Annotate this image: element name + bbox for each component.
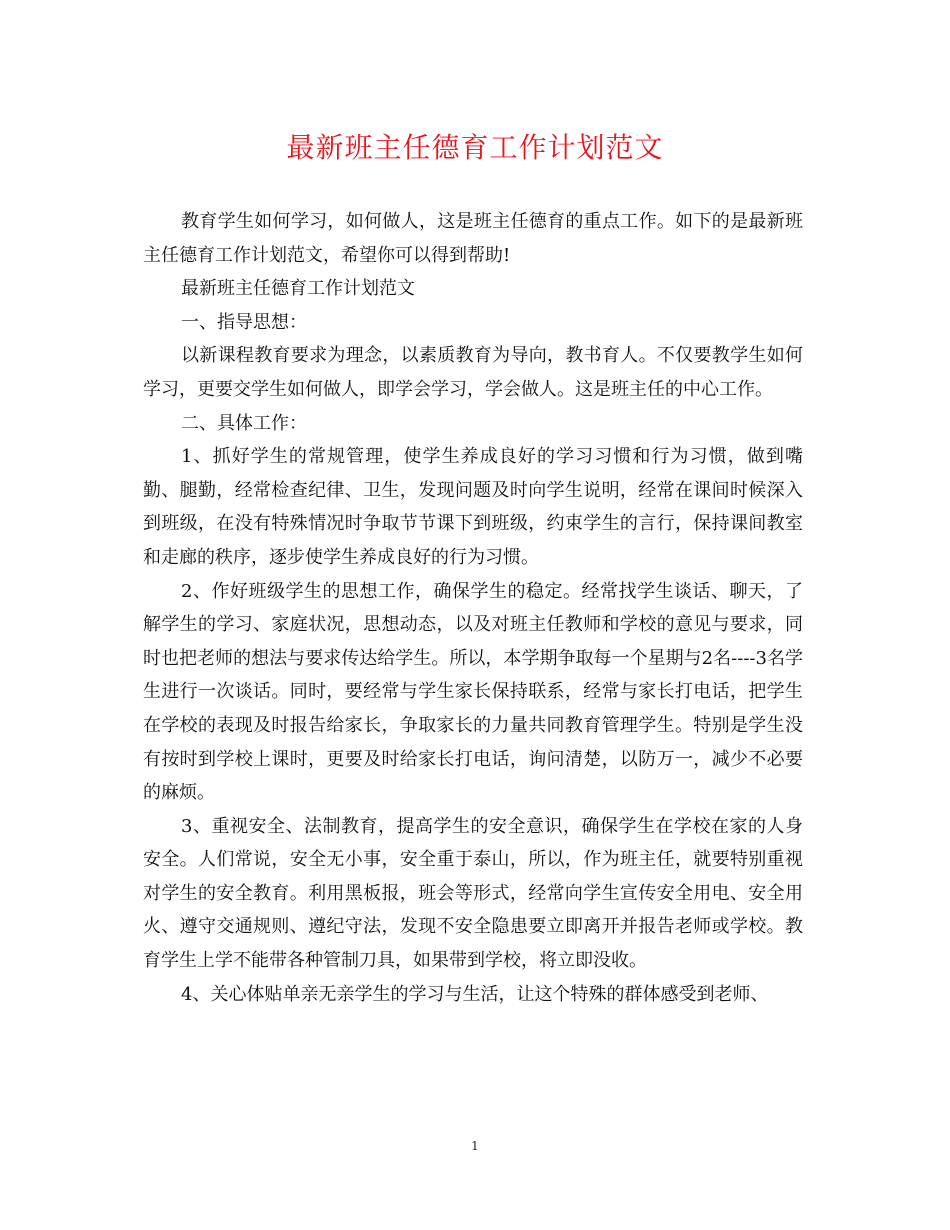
section-heading-guiding-thought: 一、指导思想：	[181, 311, 307, 333]
page-number: 1	[471, 1139, 479, 1153]
document-title: 最新班主任德育工作计划范文	[286, 131, 664, 164]
document-body	[143, 205, 803, 1011]
guiding-thought-paragraph: 以新课程教育要求为理念，以素质教育为导向，教书育人。不仅要教学生如何学习，更要交学生如何做人，即学会学习，学会做人。这是班主任的中心工作。	[143, 345, 803, 400]
work-item-2-paragraph: 2、作好班级学生的思想工作，确保学生的稳定。经常找学生谈话、聊天，了解学生的学习、家庭状况，思想动态，以及对班主任教师和学校的意见与要求，同时也把老师的想法与要求传达给学生。所以，本学期争取每一个星期与2名----3名学生进行一次谈话。同时，要经常与学生家长保持联系，经常与家长打电话，把学生在学校的表现及时报告给家长，争取家长的力量共同教育管理学生。特别是学生没有按时到学校上课时，更要及时给家长打电话，询问清楚，以防万一，减少不必要的麻烦。	[143, 580, 803, 804]
section-heading-specific-work: 二、具体工作：	[181, 412, 307, 434]
subtitle-paragraph: 最新班主任德育工作计划范文	[181, 278, 415, 300]
work-item-1-paragraph: 1、抓好学生的常规管理，使学生养成良好的学习习惯和行为习惯，做到嘴勤、腿勤，经常检查纪律、卫生，发现问题及时向学生说明，经常在课间时候深入到班级，在没有特殊情况时争取节节课下到班级，约束学生的言行，保持课间教室和走廊的秩序，逐步使学生养成良好的行为习惯。	[143, 446, 803, 568]
work-item-3-paragraph: 3、重视安全、法制教育，提高学生的安全意识，确保学生在学校在家的人身安全。人们常说，安全无小事，安全重于泰山，所以，作为班主任，就要特别重视对学生的安全教育。利用黑板报，班会等形式，经常向学生宣传安全用电、安全用火、遵守交通规则、遵纪守法，发现不安全隐患要立即离开并报告老师或学校。教育学生上学不能带各种管制刀具，如果带到学校，将立即没收。	[143, 815, 803, 972]
work-item-4-paragraph: 4、关心体贴单亲无亲学生的学习与生活，让这个特殊的群体感受到老师、	[181, 983, 769, 1005]
intro-paragraph: 教育学生如何学习，如何做人，这是班主任德育的重点工作。如下的是最新班主任德育工作计划范文，希望你可以得到帮助!	[143, 211, 803, 266]
